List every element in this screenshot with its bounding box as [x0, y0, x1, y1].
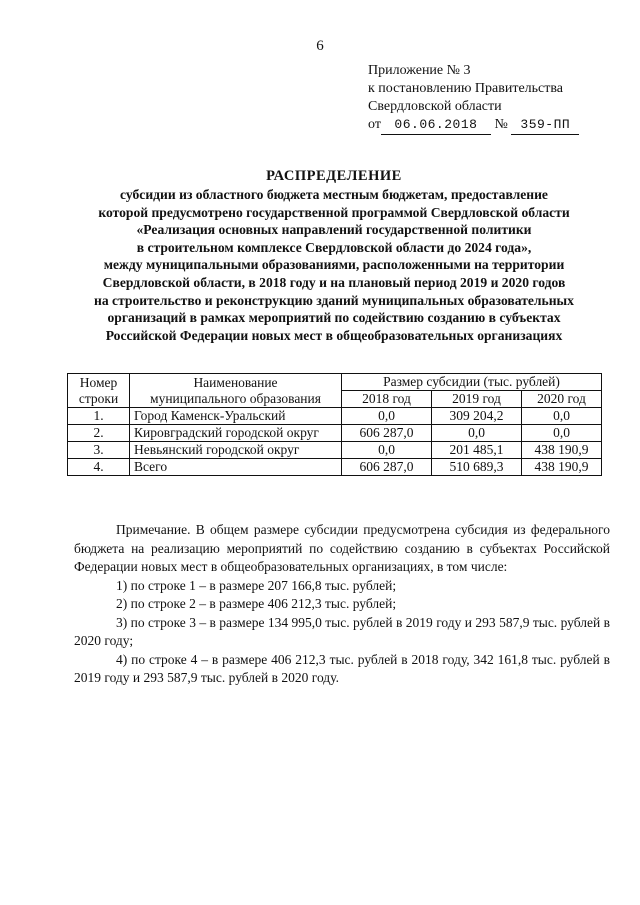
appendix-date-line — [368, 116, 579, 135]
document-subtitle — [60, 186, 608, 344]
subtitle-line: Свердловской области, в 2018 году и на плановый период 2019 и 2020 годов — [102, 274, 566, 290]
cell-name: Город Каменск-Уральский — [130, 408, 342, 425]
header-name — [130, 374, 342, 408]
subtitle-line: Российской Федерации новых мест в общеобразовательных организациях — [105, 327, 563, 343]
appendix-line-1: Приложение № 3 — [368, 63, 471, 78]
cell-2019: 309 204,2 — [432, 408, 522, 425]
document-title: РАСПРЕДЕЛЕНИЕ — [266, 168, 402, 184]
cell-num: 2. — [68, 425, 130, 442]
subsidy-table — [67, 373, 602, 476]
cell-2019: 201 485,1 — [432, 442, 522, 459]
cell-2018: 606 287,0 — [342, 425, 432, 442]
note-item: 3) по строке 3 – в размере 134 995,0 тыс. рублей в 2019 году и 293 587,9 тыс. рублей в 2020 году; — [74, 614, 610, 648]
appendix-block — [368, 62, 579, 135]
note-item: 4) по строке 4 – в размере 406 212,3 тыс. рублей в 2018 году, 342 161,8 тыс. рублей в 2019 году и 293 587,9 тыс. рублей в 2020 году. — [74, 651, 610, 685]
cell-2020: 438 190,9 — [522, 442, 602, 459]
subtitle-line: организаций в рамках мероприятий по содействию созданию в субъектах — [107, 310, 561, 326]
table-row — [68, 425, 602, 442]
subtitle-line: субсидии из областного бюджета местным бюджетам, предоставление — [120, 187, 548, 202]
subtitle-line: в строительном комплексе Свердловской области до 2024 года», — [136, 239, 532, 255]
cell-name: Невьянский городской округ — [130, 442, 342, 459]
cell-num: 4. — [68, 459, 130, 476]
number-prefix: № — [494, 117, 508, 132]
table-header-row — [68, 374, 602, 391]
cell-2020: 0,0 — [522, 425, 602, 442]
note-block — [74, 521, 610, 688]
cell-name: Всего — [130, 459, 342, 476]
cell-num: 3. — [68, 442, 130, 459]
header-year-2020: 2020 год — [522, 391, 602, 408]
note-item: 2) по строке 2 – в размере 406 212,3 тыс. рублей; — [116, 596, 397, 611]
note-paragraph: Примечание. В общем размере субсидии предусмотрена субсидия из федерального бюджета на реализацию мероприятий по содействию созданию в субъектах Российской Федерации новых мест в общеобразовательных организациях, в том числе: — [74, 522, 610, 574]
cell-2018: 606 287,0 — [342, 459, 432, 476]
cell-2019: 510 689,3 — [432, 459, 522, 476]
decree-number: 359-ПП — [511, 116, 579, 135]
cell-2020: 438 190,9 — [522, 459, 602, 476]
header-row-number: Номер строки — [68, 374, 130, 408]
table-row — [68, 459, 602, 476]
header-year-2019: 2019 год — [432, 391, 522, 408]
date-prefix: от — [368, 117, 381, 132]
note-item: 1) по строке 1 – в размере 207 166,8 тыс. рублей; — [116, 577, 397, 593]
header-year-2018: 2018 год — [342, 391, 432, 408]
decree-date: 06.06.2018 — [381, 116, 491, 135]
cell-2020: 0,0 — [522, 408, 602, 425]
cell-2018: 0,0 — [342, 442, 432, 459]
cell-num: 1. — [68, 408, 130, 425]
subtitle-line: между муниципальными образованиями, расположенными на территории — [103, 257, 565, 273]
appendix-line-3: Свердловской области — [368, 99, 502, 114]
page-number: 6 — [316, 38, 324, 54]
table-row — [68, 408, 602, 425]
header-subsidy: Размер субсидии (тыс. рублей) — [342, 374, 602, 391]
table-row — [68, 442, 602, 459]
cell-name: Кировградский городской округ — [130, 425, 342, 442]
cell-2019: 0,0 — [432, 425, 522, 442]
subtitle-line: на строительство и реконструкцию зданий муниципальных образовательных — [94, 292, 574, 308]
header-name-line-1: Наименование — [193, 374, 278, 390]
subtitle-line: которой предусмотрено государственной программой Свердловской области — [98, 204, 570, 220]
subtitle-line: «Реализация основных направлений государственной политики — [136, 222, 532, 238]
appendix-line-2: к постановлению Правительства — [368, 81, 564, 96]
cell-2018: 0,0 — [342, 408, 432, 425]
header-name-line-2: муниципального образования — [150, 390, 321, 406]
